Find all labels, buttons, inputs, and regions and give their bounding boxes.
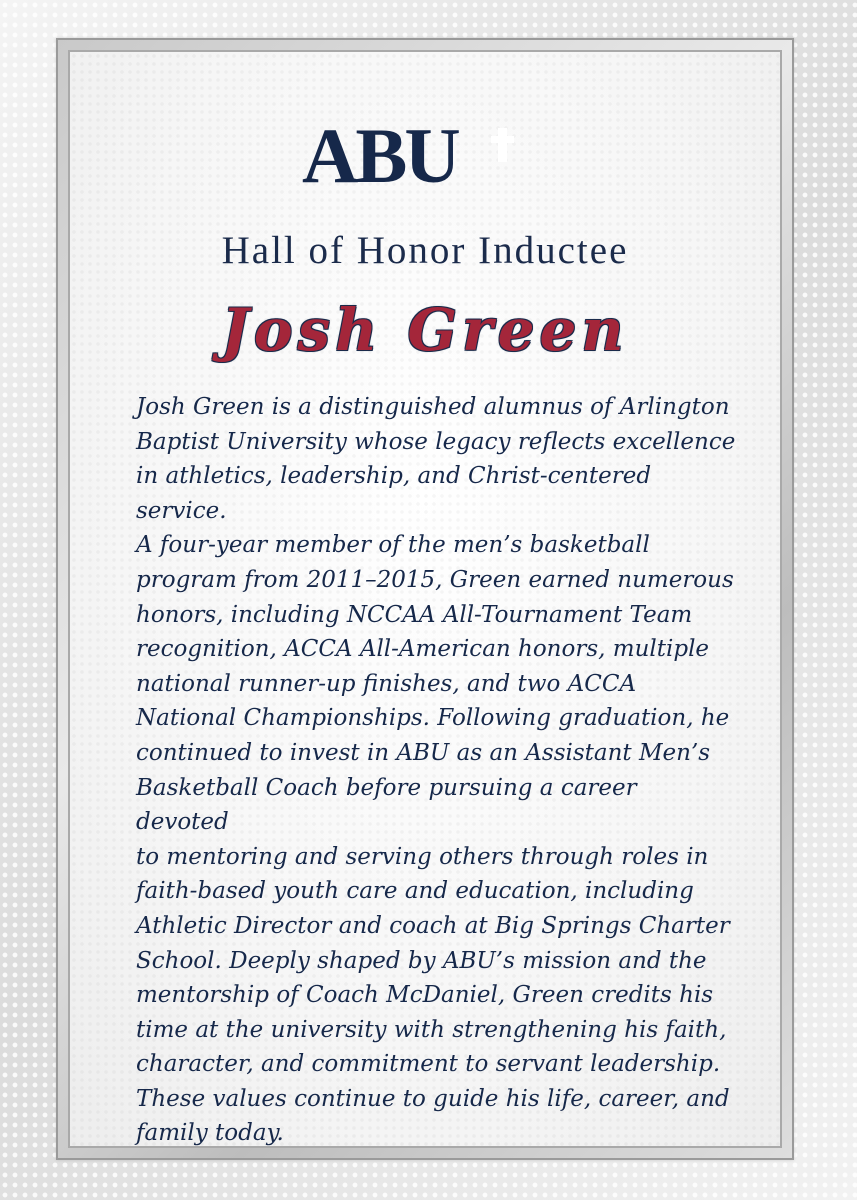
bio-line: National Championships. Following graduation, he	[136, 705, 730, 732]
bio-line: Josh Green is a distinguished alumnus of Arlington	[136, 394, 730, 420]
bio-line: continued to invest in ABU as an Assistant Men’s	[136, 739, 711, 766]
bio-line: honors, including NCCAA All-Tournament Team	[136, 601, 693, 628]
abu-logo-mark	[300, 122, 550, 188]
bio-line: Athletic Director and coach at Big Springs Charter	[136, 912, 730, 939]
bio-line: mentorship of Coach McDaniel, Green credits his	[136, 982, 714, 1009]
cross-icon	[491, 128, 514, 162]
bio-line: recognition, ACCA All-American honors, multiple	[136, 636, 710, 663]
bio-line: to mentoring and serving others through roles in	[136, 843, 709, 870]
bio-line: national runner-up finishes, and two ACCA	[136, 670, 637, 697]
bio-line: These values continue to guide his life, career, and	[136, 1085, 730, 1112]
plaque-frame	[56, 38, 794, 1160]
abu-logo-text: ABU	[302, 122, 458, 188]
bio-line: faith-based youth care and education, including	[136, 878, 694, 905]
bio-line: family today.	[136, 1120, 284, 1147]
inductee-biography	[136, 390, 736, 1151]
abu-logo	[70, 122, 780, 188]
bio-line: character, and commitment to servant leadership.	[136, 1051, 721, 1078]
inductee-name: Josh Green	[221, 296, 629, 364]
page-title: Hall of Honor Inductee	[221, 229, 629, 272]
plaque-panel	[68, 50, 782, 1148]
bio-line: School. Deeply shaped by ABU’s mission and the	[136, 947, 707, 974]
bio-line: program from 2011–2015, Green earned numerous	[136, 566, 734, 593]
bio-line: time at the university with strengthening his faith,	[136, 1016, 727, 1043]
bio-line: Basketball Coach before pursuing a career devoted	[136, 774, 637, 836]
bio-line: Baptist University whose legacy reflects excellence	[136, 428, 736, 455]
bio-line: A four-year member of the men’s basketball	[136, 532, 650, 559]
bio-line: in athletics, leadership, and Christ-centered service.	[136, 463, 652, 524]
